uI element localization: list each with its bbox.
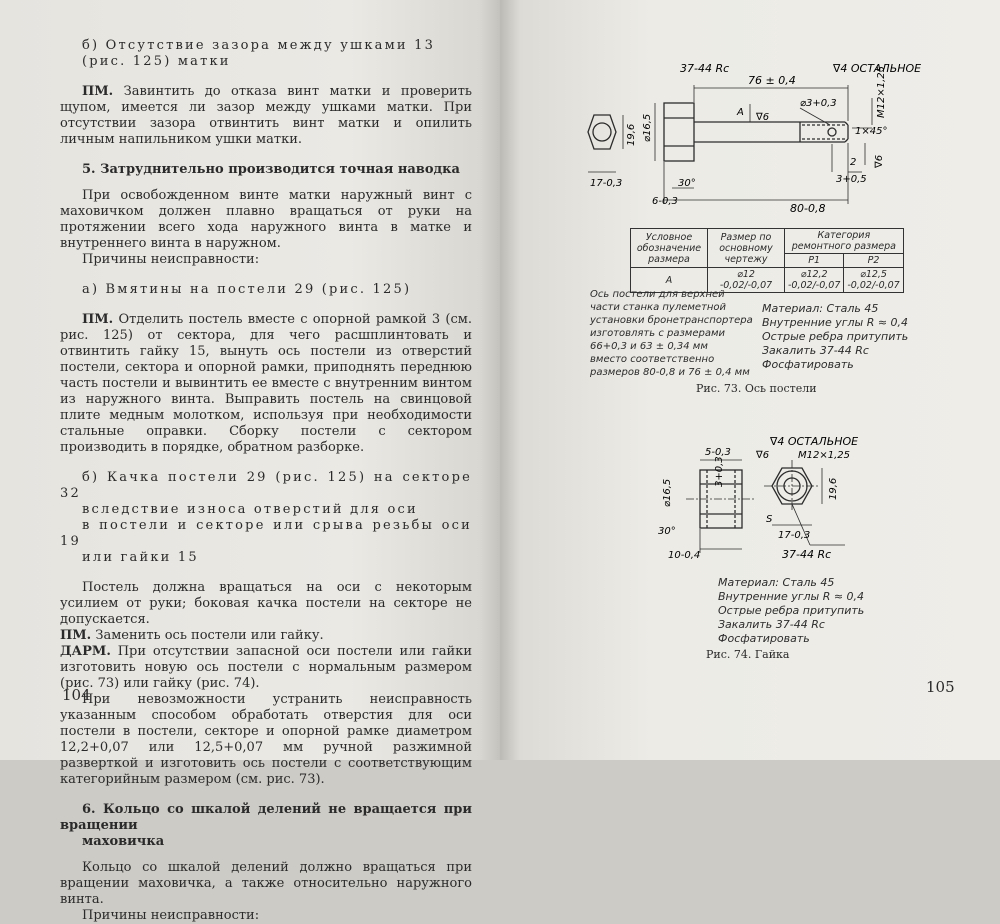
fig73-roughness-label: ∇4 ОСТАЛЬНОЕ: [833, 62, 922, 75]
fig74-dim-3: 3+0,3: [714, 456, 725, 487]
fig73-chamfer: 1×45°: [855, 126, 888, 137]
fig73-dim-17: 17-0,3: [590, 178, 623, 189]
fig73-dim-80: 80-0,8: [790, 202, 826, 215]
pm-label: ПМ.: [60, 628, 92, 643]
note-line: 66+0,3 и 63 ± 0,34 мм: [590, 341, 708, 352]
section-b2-title-3: в постели и секторе или срыва резьбы оси 19: [60, 518, 472, 549]
fig73-note-left: [590, 288, 753, 379]
note-line: Острые ребра притупить: [762, 330, 909, 343]
fig73-label-a: А: [737, 107, 744, 118]
note-line: Закалить 37-44 Rc: [718, 618, 825, 631]
paragraph-s6-causes: Причины неисправности:: [82, 908, 260, 923]
section-6-heading-2: маховичка: [82, 834, 165, 849]
paragraph-pm-2: [60, 312, 472, 456]
note-line: установки бронетранспортера: [590, 315, 753, 326]
fig73-note-right: [762, 302, 908, 372]
figure-73-drawing: [500, 0, 1000, 760]
section-b2-title-2: вследствие износа отверстий для оси: [82, 502, 418, 517]
fig73-thread: М12×1,25: [876, 66, 887, 118]
fig73-dim-6: 6-0,3: [652, 196, 678, 207]
table-header-base-size: Размер по основному чертежу: [708, 229, 785, 268]
paragraph-b-1: Постель должна вращаться на оси с некоторым усилием от руки; боковая качка постели на секторе не допускается.: [60, 580, 472, 627]
paragraph-darm: [60, 644, 472, 692]
pm-text: Завинтить до отказа винт матки и проверить щупом, имеется ли зазор между ушками матки. При отсутствии зазора отвинтить винт матки и опилить личным напильником ушки матки.: [60, 84, 472, 147]
fig73-surface-76: ∇6: [874, 154, 885, 168]
fig73-dim-76: 76 ± 0,4: [748, 74, 796, 87]
fig74-dim-30: 30°: [658, 526, 676, 537]
paragraph-s5-1: При освобожденном винте матки наружный винт с маховичком должен плавно вращаться от руки на протяжении всего хода наружного винта в матке и внутреннего винта в наружном.: [60, 188, 472, 251]
fig73-dim-30: 30°: [678, 178, 696, 189]
section-a-title: а) Вмятины на постели 29 (рис. 125): [82, 282, 412, 297]
note-line: Внутренние углы R ≈ 0,4: [718, 590, 865, 603]
fig74-roughness-label: ∇4 ОСТАЛЬНОЕ: [770, 435, 859, 448]
page-number-right: 105: [926, 678, 955, 696]
fig73-dim-dia: ⌀16,5: [642, 113, 653, 142]
table-cell-a: А: [631, 268, 708, 293]
section-b1-title-2: (рис. 125) матки: [82, 54, 231, 69]
note-line: Внутренние углы R ≈ 0,4: [762, 316, 909, 329]
note-line: Ось постели для верхней: [590, 289, 725, 300]
pm-label: ПМ.: [82, 312, 114, 327]
fig74-label-s: S: [766, 514, 773, 525]
table-cell-p1: ⌀12,2 -0,02/-0,07: [785, 268, 844, 293]
pm-label: ПМ.: [82, 84, 114, 99]
paragraph-pm-1: [60, 84, 472, 148]
darm-label: ДАРМ.: [60, 644, 111, 659]
note-line: Фосфатировать: [718, 632, 810, 645]
section-6-heading-1: 6. Кольцо со шкалой делений не вращается при вращении: [60, 802, 472, 833]
left-page: [0, 0, 500, 923]
page-number-left: 104: [62, 686, 91, 704]
paragraph-s6-1: Кольцо со шкалой делений должно вращаться при вращении маховичка, а также относительно наружного винта.: [60, 860, 472, 907]
fig73-surface-6: ∇6: [756, 112, 770, 123]
note-line: вместо соответственно: [590, 354, 715, 365]
darm-text: При отсутствии запасной оси постели или гайки изготовить новую ось постели с нормальным размером (рис. 73) или гайку (рис. 74).: [60, 644, 473, 691]
left-text-column: [60, 38, 472, 924]
fig74-hardness: 37-44 Rc: [782, 548, 832, 561]
right-page: [500, 0, 1000, 760]
note-line: Материал: Сталь 45: [718, 576, 835, 589]
table-header-p1: Р1: [785, 254, 844, 268]
paragraph-b-2: При невозможности устранить неисправность указанным способом обработать отверстия для оси постели в постели, секторе и опорной рамке диаметром 12,2+0,07 или 12,5+0,07 мм ручной разжимной разверткой и изготовить ось постели с соответствующим категорийным размером (см. рис. 73).: [60, 692, 472, 787]
fig74-dim-5: 5-0,3: [705, 447, 731, 458]
table-cell-base: ⌀12 -0,02/-0,07: [708, 268, 785, 293]
section-b1-title-1: б) Отсутствие зазора между ушками 13: [82, 38, 436, 53]
fig73-dim-hole: ⌀3+0,3: [800, 98, 837, 109]
fig73-size-table: [630, 228, 904, 293]
note-line: изготовлять с размерами: [590, 328, 726, 339]
note-line: Острые ребра притупить: [718, 604, 865, 617]
table-cell-p2: ⌀12,5 -0,02/-0,07: [844, 268, 903, 293]
paragraph-s5-causes: Причины неисправности:: [82, 252, 260, 267]
fig74-surface-6: ∇6: [756, 450, 770, 461]
table-header-p2: Р2: [844, 254, 903, 268]
table-header-designation: Условное обозначение размера: [631, 229, 708, 268]
pm-text: Заменить ось постели или гайку.: [95, 628, 324, 643]
fig73-hardness-label: 37-44 Rc: [680, 62, 730, 75]
note-line: Фосфатировать: [762, 358, 854, 371]
fig74-dim-17: 17-0,3: [778, 530, 811, 541]
note-line: Закалить 37-44 Rc: [762, 344, 869, 357]
fig73-caption: Рис. 73. Ось постели: [696, 382, 817, 395]
pm-text: Отделить постель вместе с опорной рамкой 3 (см. рис. 125) от сектора, для чего расшплинтовать и отвинтить гайку 15, вынуть ось постели из отверстий постели, сектора и опорной рамки, приподнять переднюю часть постели и вывинтить ее вместе с внутренним винтом из наружного винта. Выправить постель на свинцовой плите медным молотком, используя при необходимости стальные оправки. Сборку постели с сектором производить в порядке, обратном разборке.: [60, 312, 472, 455]
section-b2-title-1: б) Качка постели 29 (рис. 125) на секторе 32: [60, 470, 472, 501]
note-line: части станка пулеметной: [590, 302, 727, 313]
section-b2-title-4: или гайки 15: [82, 550, 199, 565]
note-line: размеров 80-0,8 и 76 ± 0,4 мм: [590, 367, 750, 378]
fig74-note-right: [718, 576, 864, 646]
fig74-dim-19: 19,6: [828, 477, 839, 500]
fig73-dim-3: 3+0,5: [836, 174, 867, 185]
fig73-dim-2: 2: [850, 157, 857, 168]
paragraph-pm-3: [60, 628, 472, 644]
fig74-caption: Рис. 74. Гайка: [706, 648, 790, 661]
fig74-dim-10: 10-0,4: [668, 550, 701, 561]
section-5-heading: 5. Затруднительно производится точная наводка: [82, 162, 460, 177]
table-header-category: Категория ремонтного размера: [785, 229, 904, 254]
fig73-dim-19: 19,6: [626, 123, 637, 146]
note-line: Материал: Сталь 45: [762, 302, 879, 315]
fig74-dim-16: ⌀16,5: [662, 478, 673, 507]
fig74-thread: М12×1,25: [798, 450, 850, 461]
